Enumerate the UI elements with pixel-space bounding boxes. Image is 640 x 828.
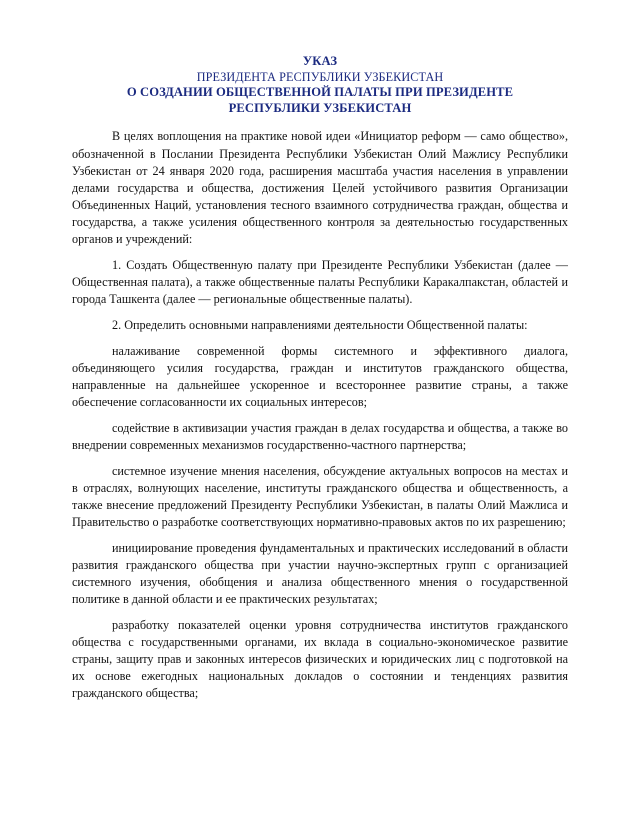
- paragraph-item-2-bullet-4: инициирование проведения фундаментальных и практических исследований в области развития гражданского общества при участии научно-экспертных групп с организацией системного изучения, обобщения и анализа общественного мнения о государственной политике в данной области и ее практических результатах;: [72, 540, 568, 607]
- title-line-3: О СОЗДАНИИ ОБЩЕСТВЕННОЙ ПАЛАТЫ ПРИ ПРЕЗИДЕНТЕ: [126, 85, 514, 100]
- paragraph-item-1: 1. Создать Общественную палату при Президенте Республики Узбекистан (далее — Общественная палата), а также общественные палаты Республики Каракалпакстан, областей и города Ташкента (далее — региональные общественные палаты).: [72, 257, 568, 307]
- paragraph-item-2-bullet-2: содействие в активизации участия граждан в делах государства и общества, а также во внедрении современных механизмов государственно-частного партнерства;: [72, 420, 568, 452]
- paragraph-item-2-bullet-5: разработку показателей оценки уровня сотрудничества институтов гражданского общества с государственными органами, их вклада в социально-экономическое развитие страны, защиту прав и законных интересов физических и юридических лиц с подготовкой на их основе ежегодных национальных докладов о состоянии и тенденциях развития гражданского общества;: [72, 617, 568, 701]
- title-line-2: ПРЕЗИДЕНТА РЕСПУБЛИКИ УЗБЕКИСТАН: [196, 69, 444, 84]
- paragraph-preamble: В целях воплощения на практике новой идеи «Инициатор реформ — само общество», обозначенной в Послании Президента Республики Узбекистан Олий Мажлису Республики Узбекистан от 24 января 2020 года, расширения масштаба участия населения в управлении делами государства и общества, достижения Целей устойчивого развития Организации Объединенных Наций, установления тесного взаимного сотрудничества граждан, общества и государства, а также усиления общественного контроля за деятельностью государственных органов и учреждений:: [72, 129, 568, 247]
- paragraph-item-2: 2. Определить основными направлениями деятельности Общественной палаты:: [112, 317, 528, 332]
- title-line-1: УКАЗ: [302, 54, 338, 68]
- document-body: [72, 54, 568, 703]
- document-title-block: [72, 54, 568, 116]
- title-line-4: РЕСПУБЛИКИ УЗБЕКИСТАН: [228, 100, 412, 115]
- paragraph-item-2-bullet-3: системное изучение мнения населения, обсуждение актуальных вопросов на местах и в отраслях, волнующих население, институты гражданского общества и общественность, а также внесение предложений Президенту Республики Узбекистан, в палаты Олий Мажлиса и Правительство о разработке соответствующих нормативно-правовых актов по их разрешению;: [72, 463, 568, 529]
- paragraph-item-2-bullet-1: налаживание современной формы системного и эффективного диалога, объединяющего усилия государства, граждан и институтов гражданского общества, направленные на дальнейшее ускоренное и всестороннее развитие страны, а также обеспечение согласованности их социальных интересов;: [72, 343, 568, 410]
